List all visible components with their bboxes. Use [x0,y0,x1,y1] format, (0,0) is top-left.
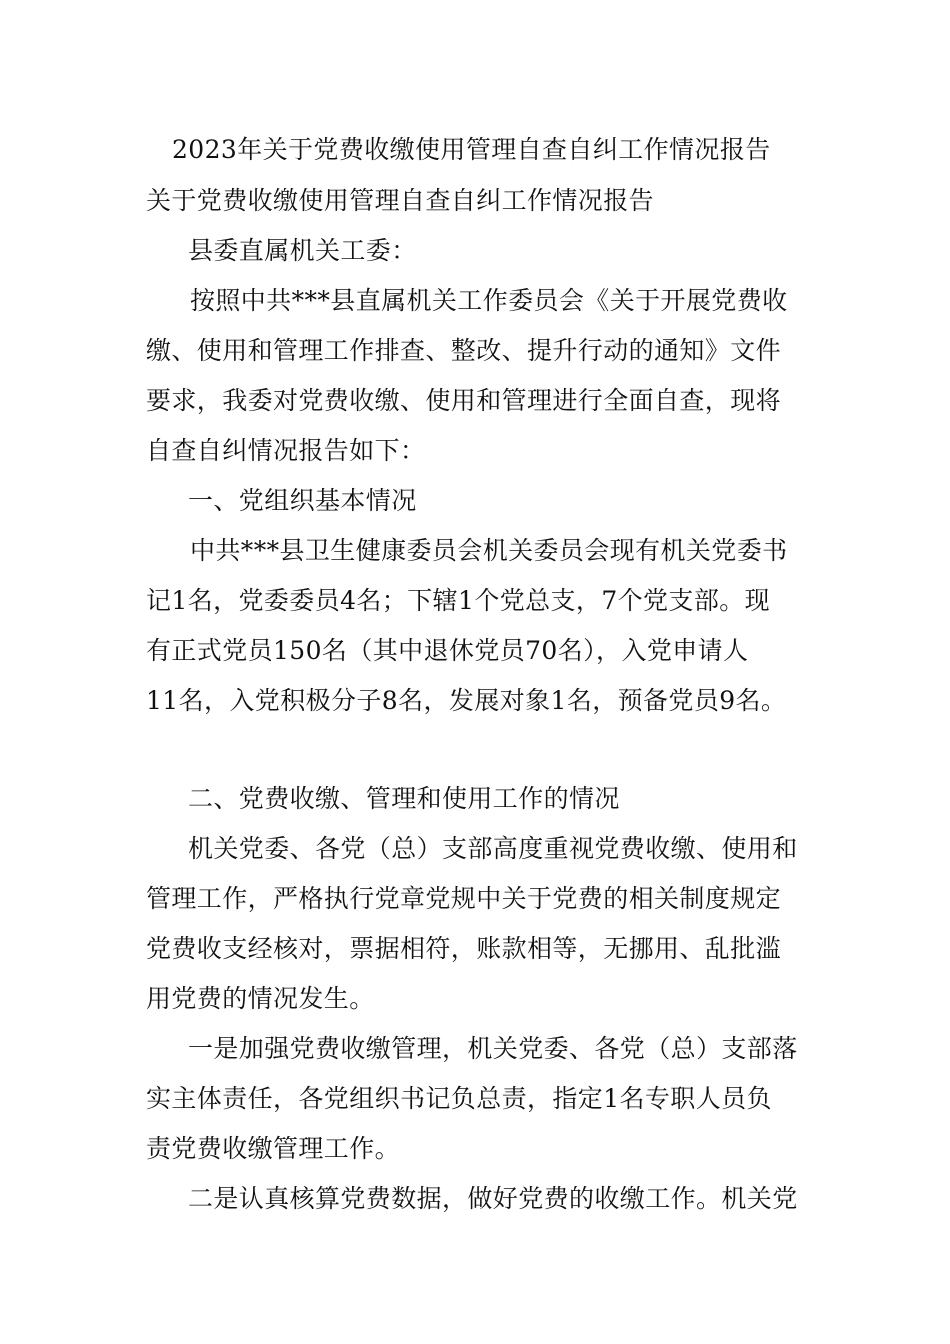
paragraph-5-line-1: 二是认真核算党费数据，做好党费的收缴工作。机关党 [188,1184,798,1213]
paragraph-2-line-1: 中共***县卫生健康委员会机关委员会现有机关党委书 [190,536,788,565]
paragraph-1-line-2: 缴、使用和管理工作排查、整改、提升行动的通知》文件 [146,336,782,365]
paragraph-2-line-2: 记1名，党委委员4名；下辖1个党总支，7个党支部。现 [146,586,771,615]
paragraph-3-line-2: 管理工作，严格执行党章党规中关于党费的相关制度规定 [146,884,782,913]
paragraph-4-line-3: 责党费收缴管理工作。 [146,1134,401,1163]
paragraph-3-line-1: 机关党委、各党（总）支部高度重视党费收缴、使用和 [188,834,798,863]
paragraph-1-line-3: 要求，我委对党费收缴、使用和管理进行全面自查，现将 [146,386,782,415]
section-1-heading: 一、党组织基本情况 [188,486,417,515]
section-2-heading: 二、党费收缴、管理和使用工作的情况 [188,784,620,813]
paragraph-1-line-4: 自查自纠情况报告如下： [146,436,426,465]
recipient-line: 县委直属机关工委： [188,236,417,265]
paragraph-3-line-4: 用党费的情况发生。 [146,984,375,1013]
document-title: 2023年关于党费收缴使用管理自查自纠工作情况报告 [172,135,771,164]
paragraph-2-line-3: 有正式党员150名（其中退休党员70名），入党申请人 [146,636,749,665]
paragraph-2-line-4: 11名，入党积极分子8名，发展对象1名，预备党员9名。 [146,686,787,715]
document-subtitle: 关于党费收缴使用管理自查自纠工作情况报告 [146,186,655,215]
paragraph-1-line-1: 按照中共***县直属机关工作委员会《关于开展党费收 [190,286,788,315]
paragraph-3-line-3: 党费收支经核对，票据相符，账款相等，无挪用、乱批滥 [146,934,782,963]
paragraph-4-line-1: 一是加强党费收缴管理，机关党委、各党（总）支部落 [188,1034,798,1063]
paragraph-4-line-2: 实主体责任，各党组织书记负总责，指定1名专职人员负 [146,1084,772,1113]
